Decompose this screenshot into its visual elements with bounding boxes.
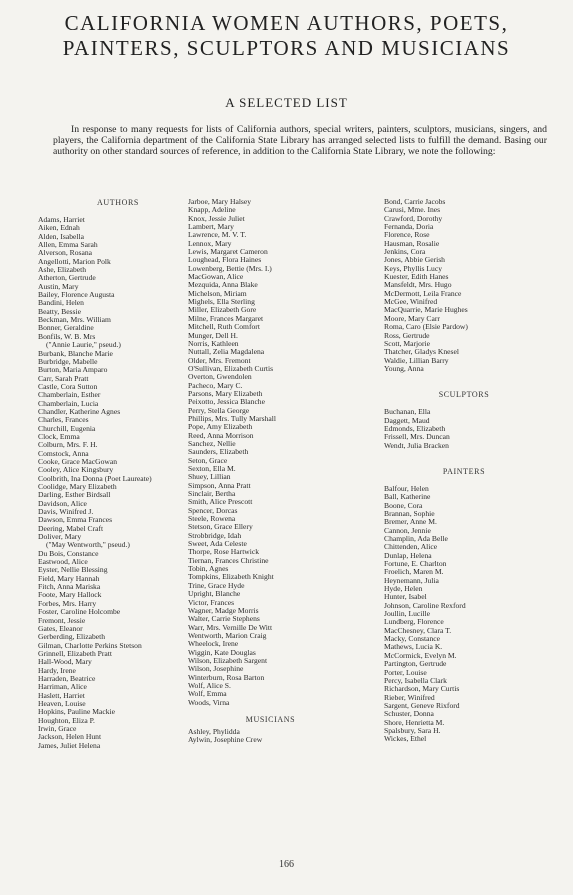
list-item: Eastwood, Alice: [38, 557, 88, 567]
list-item: Ross, Gertrude: [384, 330, 430, 340]
list-item: Hopkins, Pauline Mackie: [38, 707, 115, 717]
list-item: Rieber, Winifred: [384, 692, 435, 702]
list-item: Woods, Virna: [188, 697, 230, 707]
list-item: Lundberg, Florence: [384, 617, 444, 627]
list-item: Sargent, Geneve Rixford: [384, 700, 460, 710]
list-item: MacQuarrie, Marie Hughes: [384, 305, 468, 315]
list-item: Wilson, Elizabeth Sargent: [188, 655, 268, 665]
musicians-heading: MUSICIANS: [245, 714, 296, 724]
list-item: Aiken, Ednah: [38, 223, 80, 233]
list-item: ("Annie Laurie," pseud.): [46, 340, 121, 350]
list-item: Harraden, Beatrice: [38, 673, 96, 683]
list-item: Cooley, Alice Kingsbury: [38, 465, 114, 475]
list-item: Older, Mrs. Fremont: [188, 355, 251, 365]
list-item: Cooke, Grace MacGowan: [38, 456, 118, 466]
list-item: Hunter, Isabel: [384, 592, 427, 602]
list-item: Florence, Rose: [384, 230, 430, 240]
list-item: Gates, Eleanor: [38, 623, 83, 633]
list-item: Bremer, Anne M.: [384, 517, 437, 527]
list-item: Ashe, Elizabeth: [38, 265, 87, 275]
list-item: Du Bois, Constance: [38, 548, 99, 558]
list-item: Gilman, Charlotte Perkins Stetson: [38, 640, 142, 650]
list-item: Hausman, Rosalie: [384, 238, 440, 248]
list-item: Miller, Elizabeth Gore: [188, 305, 257, 315]
list-item: Burbridge, Mabelle: [38, 356, 98, 366]
list-item: Percy, Isabella Clark: [384, 675, 447, 685]
list-item: Norris, Kathleen: [188, 338, 239, 348]
list-item: Pacheco, Mary C.: [188, 380, 243, 390]
list-item: Bonner, Geraldine: [38, 323, 94, 333]
list-item: Peixotto, Jessica Blanche: [188, 397, 265, 407]
column-1: [38, 198, 198, 750]
list-item: Lambert, Mary: [188, 222, 234, 232]
list-item: Wolf, Alice S.: [188, 680, 231, 690]
sculptors-list: [384, 408, 544, 450]
list-item: Charles, Frances: [38, 415, 89, 425]
list-item: Partington, Gertrude: [384, 659, 447, 669]
list-item: Jarboe, Mary Halsey: [188, 197, 252, 206]
list-item: Doliver, Mary: [38, 532, 82, 542]
list-item: Sinclair, Bertha: [188, 489, 236, 499]
list-item: Frissell, Mrs. Duncan: [384, 432, 450, 442]
list-item: Bond, Carrie Jacobs: [384, 197, 446, 206]
list-item: Thorpe, Rose Hartwick: [188, 547, 260, 557]
list-item: Simpson, Anna Pratt: [188, 480, 251, 490]
subtitle: A SELECTED LIST: [225, 95, 348, 110]
list-item: McGee, Winifred: [384, 297, 438, 307]
list-item: Irwin, Grace: [38, 723, 77, 733]
list-item: Sexton, Ella M.: [188, 464, 236, 473]
list-item: Wagner, Madge Morris: [188, 605, 259, 615]
list-item: ("May Wentworth," pseud.): [46, 540, 130, 550]
list-item: Beckman, Mrs. William: [38, 315, 111, 325]
list-item: Chamberlain, Lucia: [38, 398, 99, 408]
list-item: Wiggin, Kate Douglas: [188, 647, 256, 657]
list-item: Tiernan, Frances Christine: [188, 555, 269, 565]
list-item: Loughead, Flora Haines: [188, 255, 262, 265]
list-item: Knox, Jessie Juliet: [188, 213, 245, 223]
list-item: MacChesney, Clara T.: [384, 625, 452, 635]
list-item: Forbes, Mrs. Harry: [38, 598, 97, 608]
list-item: Parsons, Mary Elizabeth: [188, 388, 263, 398]
list-item: Kuester, Edith Hanes: [384, 272, 449, 282]
list-item: Ashley, Phylidda: [188, 726, 240, 736]
list-item: Gerberding, Elizabeth: [38, 632, 106, 642]
list-item: McDermott, Leila France: [384, 288, 462, 298]
list-item: Atherton, Gertrude: [38, 273, 96, 283]
list-item: Bonfils, W. B. Mrs: [38, 331, 96, 341]
list-item: Clock, Emma: [38, 431, 80, 441]
list-item: Strobbridge, Idah: [188, 530, 242, 540]
list-item: Shuey, Lillian: [188, 472, 231, 482]
list-item: Stetson, Grace Ellery: [188, 522, 253, 532]
list-item: Dawson, Emma Frances: [38, 515, 113, 525]
musicians-list: [188, 728, 353, 745]
list-item: Burton, Maria Amparo: [38, 365, 108, 375]
list-item: Brannan, Sophie: [384, 508, 435, 518]
title-line-2: PAINTERS, SCULPTORS AND MUSICIANS: [62, 36, 511, 60]
list-item: Davis, Winifred J.: [38, 507, 94, 517]
list-item: Schuster, Donna: [384, 709, 434, 719]
list-item: Cannon, Jennie: [384, 525, 431, 535]
list-item: Fitch, Anna Mariska: [38, 582, 101, 592]
list-item: Deering, Mabel Craft: [38, 523, 104, 533]
list-item: McCormick, Evelyn M.: [384, 650, 457, 660]
list-item: Allen, Emma Sarah: [38, 240, 98, 250]
list-item: Wickes, Ethel: [384, 734, 427, 744]
list-item: Joullin, Lucille: [384, 609, 430, 619]
list-item: Mathews, Lucia K.: [384, 642, 443, 652]
list-item: Macky, Constance: [384, 634, 441, 644]
list-item: Moore, Mary Carr: [384, 313, 440, 323]
list-item: Spencer, Dorcas: [188, 505, 238, 515]
list-item: Trine, Grace Hyde: [188, 580, 245, 590]
list-item: Grinnell, Elizabeth Pratt: [38, 648, 113, 658]
list-item: Johnson, Caroline Rexford: [384, 600, 466, 610]
authors-list-3: [384, 198, 544, 373]
list-item: Shore, Henrietta M.: [384, 717, 445, 727]
painters-heading: PAINTERS: [442, 466, 486, 476]
list-item: Houghton, Eliza P.: [38, 715, 95, 725]
list-item: Dunlap, Helena: [384, 550, 432, 560]
list-item: Sweet, Ada Celeste: [188, 539, 247, 549]
column-2: [188, 198, 353, 745]
list-item: Lawrence, M. V. T.: [188, 230, 247, 240]
list-item: Reed, Anna Morrison: [188, 430, 254, 440]
list-item: Coolidge, Mary Elizabeth: [38, 482, 117, 491]
list-item: Alden, Isabella: [38, 231, 84, 241]
sculptors-heading: SCULPTORS: [438, 390, 490, 400]
list-item: MacGowan, Alice: [188, 272, 244, 282]
list-item: Mansfeldt, Mrs. Hugo: [384, 280, 452, 290]
list-item: Foote, Mary Hallock: [38, 590, 102, 600]
list-item: Waldie, Lillian Barry: [384, 355, 449, 365]
list-item: Davidson, Alice: [38, 498, 87, 508]
list-item: Haslett, Harriet: [38, 690, 85, 700]
list-item: Perry, Stella George: [188, 405, 250, 415]
list-item: Eyster, Nellie Blessing: [38, 565, 108, 575]
list-item: Castle, Cora Sutton: [38, 381, 98, 391]
list-item: Overton, Gwendolen: [188, 372, 252, 382]
list-item: Harriman, Alice: [38, 682, 87, 692]
list-item: Heaven, Louise: [38, 698, 86, 708]
list-item: Fremont, Jessie: [38, 615, 86, 625]
title-line-1: CALIFORNIA WOMEN AUTHORS, POETS,: [64, 11, 509, 35]
list-item: Young, Anna: [384, 363, 424, 373]
list-item: Victor, Frances: [188, 597, 235, 607]
list-item: Jenkins, Cora: [384, 247, 426, 257]
list-item: Pope, Amy Elizabeth: [188, 422, 253, 432]
list-item: Warr, Mrs. Vernille De Witt: [188, 622, 273, 632]
list-item: Coolbrith, Ina Donna (Poet Laureate): [38, 473, 152, 483]
list-item: Lewis, Margaret Cameron: [188, 247, 268, 257]
list-item: Hyde, Helen: [384, 584, 423, 594]
list-item: Mitchell, Ruth Comfort: [188, 322, 260, 332]
list-item: Wheelock, Irene: [188, 639, 239, 649]
list-item: Jones, Abbie Gerish: [384, 255, 445, 265]
list-item: Smith, Alice Prescott: [188, 497, 253, 507]
list-item: Champlin, Ada Belle: [384, 534, 448, 543]
list-item: Field, Mary Hannah: [38, 573, 100, 583]
list-item: Chittenden, Alice: [384, 542, 438, 552]
list-item: Daggett, Maud: [384, 415, 430, 425]
list-item: Fernanda, Doria: [384, 222, 434, 232]
list-item: Seton, Grace: [188, 455, 228, 465]
authors-heading: AUTHORS: [97, 198, 139, 207]
authors-list-1: [38, 216, 198, 750]
list-item: Balfour, Helen: [384, 483, 429, 493]
list-item: Darling, Esther Birdsall: [38, 490, 111, 500]
list-item: Edmonds, Elizabeth: [384, 423, 446, 433]
list-item: Churchill, Eugenia: [38, 423, 96, 433]
list-item: Hall-Wood, Mary: [38, 657, 92, 667]
intro-paragraph: In response to many requests for lists of California authors, special writers, painters, sculptors, musicians, singers, and players, the California department of the California State Library has arranged selected lists to fulfill the demand. Basing our authority on other standard sources of reference, in addition to the California State Library, we note the following:: [53, 124, 547, 157]
list-item: Ball, Katherine: [384, 492, 431, 502]
list-item: Walter, Carrie Stephens: [188, 614, 260, 624]
list-item: Spalsbury, Sara H.: [384, 725, 441, 735]
list-item: Tompkins, Elizabeth Knight: [188, 572, 274, 582]
list-item: Hardy, Irene: [38, 665, 76, 675]
list-item: Mighels, Ella Sterling: [188, 297, 255, 307]
list-item: Colburn, Mrs. F. H.: [38, 440, 98, 450]
list-item: Froelich, Maren M.: [384, 567, 444, 577]
list-item: Wentworth, Marion Craig: [188, 630, 267, 640]
page-number: 166: [279, 859, 294, 870]
list-item: James, Juliet Helena: [38, 740, 101, 750]
list-item: Carr, Sarah Pratt: [38, 373, 89, 383]
list-item: Michelson, Miriam: [188, 288, 247, 298]
list-item: Upright, Blanche: [188, 589, 241, 599]
list-item: Alverson, Rosana: [38, 248, 92, 258]
list-item: Crawford, Dorothy: [384, 213, 443, 223]
list-item: Lowenberg, Bettie (Mrs. I.): [188, 263, 272, 273]
list-item: Phillips, Mrs. Tully Marshall: [188, 413, 276, 423]
list-item: Beatty, Bessie: [38, 306, 81, 316]
list-item: Burbank, Blanche Marie: [38, 348, 113, 358]
list-item: Saunders, Elizabeth: [188, 447, 249, 457]
list-item: Sanchez, Nellie: [188, 438, 236, 448]
list-item: Steele, Rowena: [188, 514, 236, 524]
list-item: Comstock, Anna: [38, 448, 89, 458]
list-item: Foster, Caroline Holcombe: [38, 607, 121, 617]
list-item: Boone, Cora: [384, 500, 423, 510]
list-item: Fortune, E. Charlton: [384, 559, 447, 569]
list-item: Chandler, Katherine Agnes: [38, 406, 121, 416]
list-item: O'Sullivan, Elizabeth Curtis: [188, 363, 274, 373]
list-item: Chamberlain, Esther: [38, 390, 101, 400]
list-item: Buchanan, Ella: [384, 407, 431, 417]
list-item: Keys, Phyllis Lucy: [384, 263, 443, 273]
list-item: Adams, Harriet: [38, 215, 85, 224]
list-item: Aylwin, Josephine Crew: [188, 735, 263, 745]
list-item: Carusi, Mme. Ines: [384, 205, 441, 215]
list-item: Wolf, Emma: [188, 689, 227, 699]
list-item: Porter, Louise: [384, 667, 427, 677]
list-item: Nuttall, Zelia Magdalena: [188, 347, 265, 357]
painters-list: [384, 485, 544, 744]
list-item: Knapp, Adeline: [188, 205, 236, 215]
list-item: Mezquida, Anna Blake: [188, 280, 258, 290]
list-item: Wilson, Josephine: [188, 664, 244, 674]
list-item: Jackson, Helen Hunt: [38, 732, 102, 742]
authors-list-2: [188, 198, 353, 707]
list-item: Milne, Frances Margaret: [188, 313, 264, 323]
list-item: Thatcher, Gladys Knesel: [384, 347, 459, 357]
list-item: Munger, Dell H.: [188, 330, 238, 340]
list-item: Heynemann, Julia: [384, 575, 439, 585]
list-item: Wendt, Julia Bracken: [384, 440, 449, 450]
list-item: Winterburn, Rosa Barton: [188, 672, 265, 682]
list-item: Angellotti, Marion Polk: [38, 256, 111, 266]
list-item: Roma, Caro (Elsie Pardow): [384, 322, 468, 332]
list-item: Bailey, Florence Augusta: [38, 290, 115, 300]
list-item: Lennox, Mary: [188, 238, 232, 248]
list-item: Tobin, Agnes: [188, 564, 229, 574]
column-3: [384, 198, 544, 744]
list-item: Scott, Marjorie: [384, 338, 430, 348]
list-item: Bandini, Helen: [38, 298, 84, 308]
list-item: Richardson, Mary Curtis: [384, 684, 460, 694]
list-item: Austin, Mary: [38, 281, 79, 291]
